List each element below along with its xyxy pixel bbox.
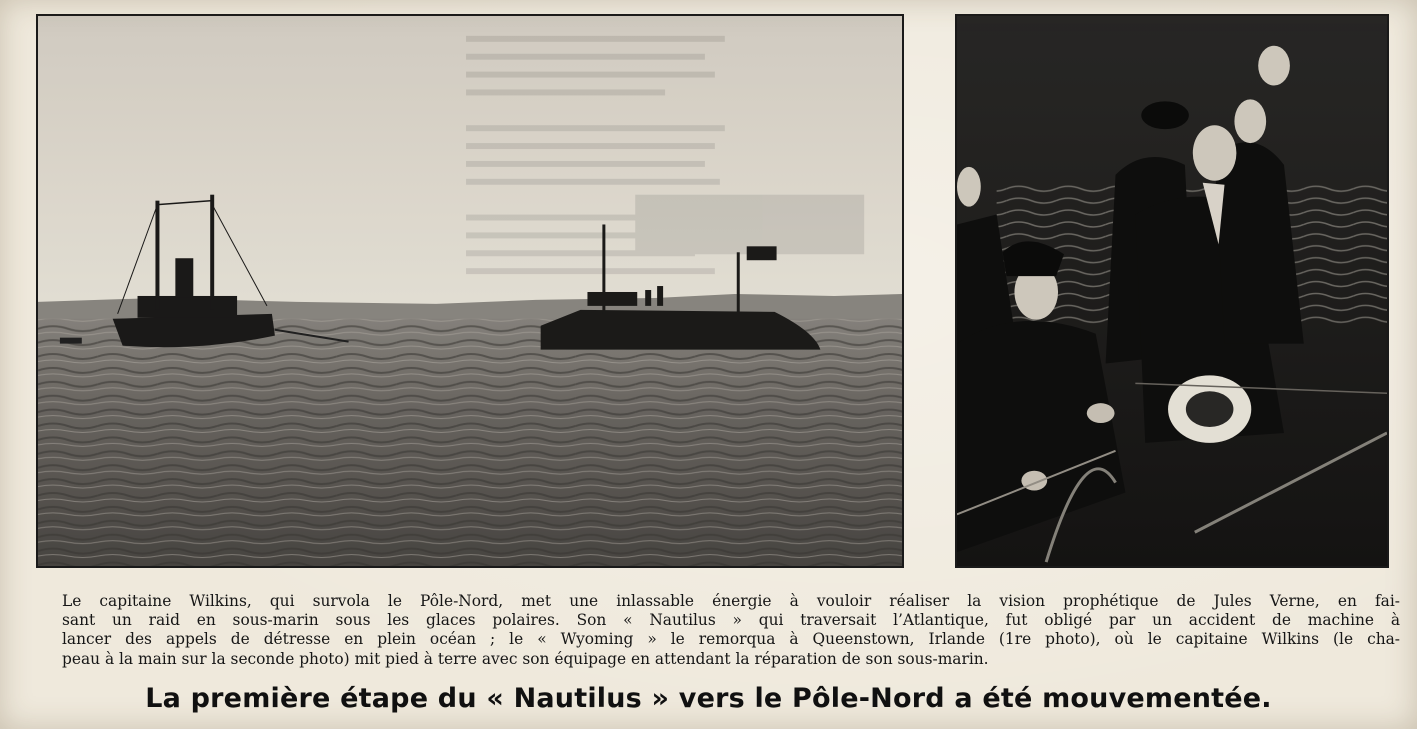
- photo-caption: [62, 592, 1400, 669]
- caption-line: lancer des appels de détresse en plein océan ; le « Wyoming » le remorqua à Queenstown, Irlande (1re photo), où le capitaine Wilkins (le cha-: [62, 630, 1400, 649]
- submarine-tow-image: [38, 16, 902, 566]
- crew-photo: [955, 14, 1389, 568]
- submarine-tow-photo: [36, 14, 904, 568]
- crew-image: [957, 16, 1387, 566]
- caption-line: sant un raid en sous-marin sous les glaces polaires. Son « Nautilus » qui traversait l’Atlantique, fut obligé par un accident de machine à: [62, 611, 1400, 630]
- caption-line: Le capitaine Wilkins, qui survola le Pôle-Nord, met une inlassable énergie à vouloir réaliser la vision prophétique de Jules Verne, en fai-: [62, 592, 1400, 610]
- article-headline: La première étape du « Nautilus » vers le Pôle-Nord a été mouvementée.: [145, 683, 1272, 714]
- caption-line: peau à la main sur la seconde photo) mit pied à terre avec son équipage en attendant la réparation de son sous-marin.: [62, 649, 989, 668]
